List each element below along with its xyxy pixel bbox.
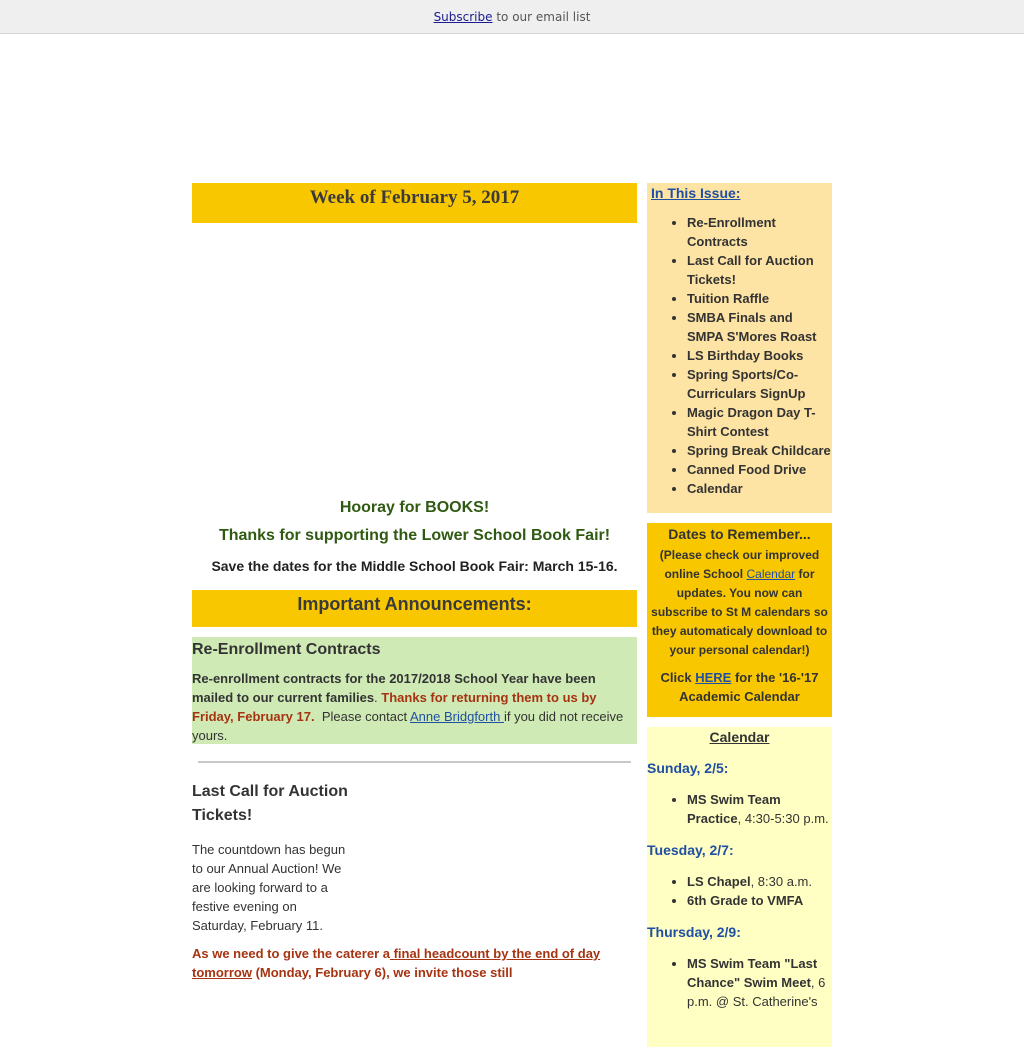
calendar-event [687, 891, 832, 910]
in-this-issue-box [647, 183, 832, 513]
reenrollment-contact-post: if you did not receive yours. [192, 709, 624, 743]
calendar-day: Thursday, 2/9: [647, 924, 741, 940]
event-detail: , 8:30 a.m. [750, 874, 812, 889]
calendar-title: Calendar [709, 729, 770, 745]
subscribe-link[interactable]: Subscribe [433, 10, 493, 24]
reenrollment-section [192, 637, 637, 744]
dates-note [647, 546, 832, 660]
event-name: LS Chapel [687, 874, 751, 889]
auction-call [192, 944, 637, 982]
academic-calendar-note [647, 668, 832, 706]
calendar-event [687, 872, 832, 891]
issue-list [651, 213, 832, 498]
in-this-issue-title[interactable]: In This Issue: [651, 185, 741, 201]
reenrollment-text [192, 669, 637, 745]
contact-link[interactable]: Anne Bridgforth [410, 709, 504, 724]
calendar-link[interactable]: Calendar [746, 567, 796, 581]
issue-item[interactable]: • Magic Dragon Day T-Shirt Contest [687, 403, 832, 441]
event-detail: , 6 p.m. @ St. Catherine's [687, 975, 826, 1009]
click-pre: Click [660, 670, 696, 685]
reenrollment-bold-text: Re-enrollment contracts for the 2017/2018 School Year have been mailed to our current families [192, 671, 596, 705]
issue-item[interactable]: • Last Call for Auction Tickets! [687, 251, 832, 289]
dates-to-remember-box [647, 523, 832, 717]
auction-section [192, 780, 637, 982]
reenrollment-deadline: Thanks for returning them to us by Friday, February 17. [192, 690, 597, 724]
event-detail: , 4:30-5:30 p.m. [737, 811, 829, 826]
reenrollment-contact-pre: Please contact [314, 709, 410, 724]
issue-item[interactable]: • Re-Enrollment Contracts [687, 213, 832, 251]
dates-note-1: (Please check our improved online School [659, 548, 820, 581]
event-name: MS Swim Team "Last Chance" Swim Meet [687, 956, 818, 990]
dates-title: Dates to Remember... [668, 526, 811, 542]
calendar-events [647, 872, 832, 910]
bookfair-hooray: Hooray for BOOKS! [339, 499, 490, 516]
calendar-day: Sunday, 2/5: [647, 760, 729, 776]
auction-call-2: (Monday, February 6), we invite those still [251, 965, 513, 980]
reenrollment-period: . [374, 690, 382, 705]
announcements-heading: Important Announcements: [192, 590, 637, 627]
subscribe-text: to our email list [492, 10, 591, 24]
auction-title: Last Call for Auction Tickets! [192, 783, 348, 824]
issue-item[interactable]: • Canned Food Drive [687, 460, 832, 479]
academic-calendar-link[interactable]: HERE [695, 670, 732, 685]
auction-intro: The countdown has begun to our Annual Auction! We are looking forward to a festive evening on Saturday, February 11. [192, 842, 346, 933]
issue-item[interactable]: • Calendar [687, 479, 832, 498]
calendar-box [647, 727, 832, 1047]
click-post: for the '16-'17 Academic Calendar [679, 670, 819, 704]
issue-item[interactable]: • LS Birthday Books [687, 346, 832, 365]
calendar-events [647, 954, 832, 1011]
calendar-events [647, 790, 832, 828]
header-image [192, 223, 637, 499]
week-title: Week of February 5, 2017 [192, 183, 637, 223]
reenrollment-title: Re-Enrollment Contracts [192, 641, 381, 658]
section-divider [198, 761, 631, 763]
issue-item[interactable]: • Spring Sports/Co-Curriculars SignUp [687, 365, 832, 403]
calendar-day: Tuesday, 2/7: [647, 842, 734, 858]
issue-item[interactable]: • SMBA Finals and SMPA S'Mores Roast [687, 308, 832, 346]
sidebar [647, 183, 832, 1047]
auction-call-1: As we need to give the caterer a [192, 946, 390, 961]
issue-item[interactable]: • Tuition Raffle [687, 289, 832, 308]
main-column [192, 183, 637, 982]
subscribe-bar [0, 0, 1024, 34]
event-name: MS Swim Team Practice [687, 792, 781, 826]
headcount-link[interactable]: final headcount by the end of day tomorrow [192, 946, 601, 980]
calendar-event [687, 790, 832, 828]
dates-note-2: for updates. You now can subscribe to St M calendars so they automaticaly download to your personal calendar!) [651, 567, 828, 657]
issue-item[interactable]: • Spring Break Childcare [687, 441, 832, 460]
bookfair-save-dates: Save the dates for the Middle School Book Fair: March 15-16. [211, 558, 618, 574]
event-name: 6th Grade to VMFA [687, 893, 804, 908]
calendar-event [687, 954, 832, 1011]
bookfair-thanks: Thanks for supporting the Lower School Book Fair! [218, 527, 611, 544]
